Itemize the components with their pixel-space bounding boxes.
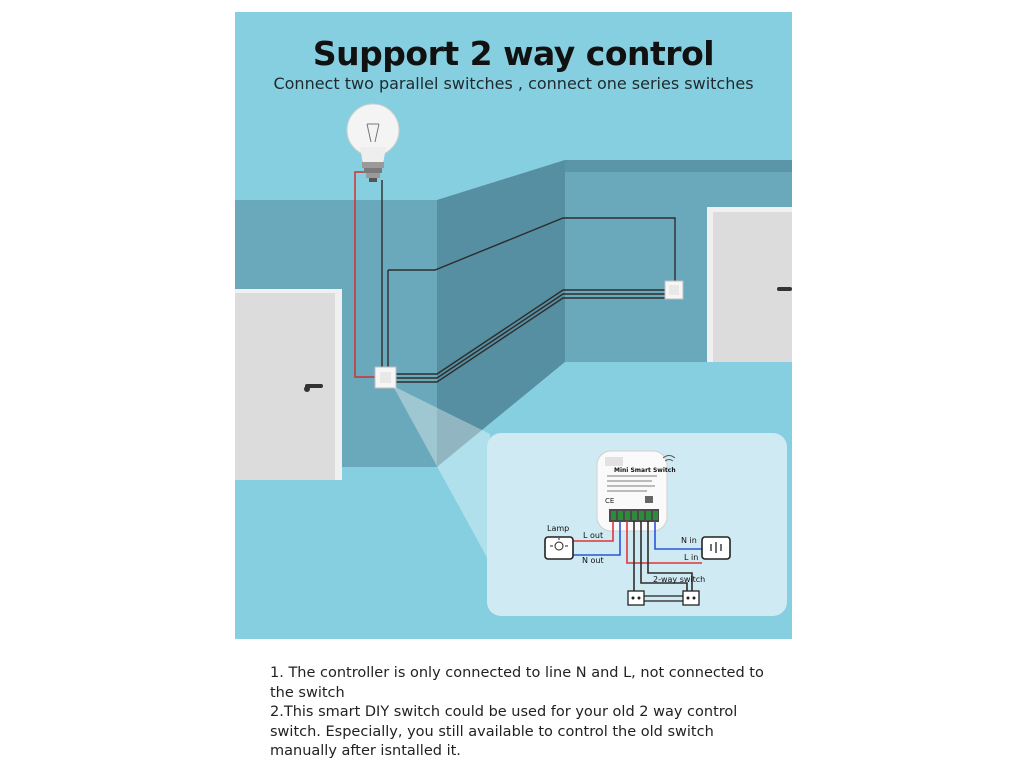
l-in-label: L in <box>684 553 699 562</box>
note-1: 1. The controller is only connected to line N and L, not connected to the switch <box>270 665 764 701</box>
right-door <box>707 207 792 362</box>
page-subtitle: Connect two parallel switches , connect one series switches <box>273 74 754 93</box>
illustration-panel <box>235 12 792 639</box>
power-source-icon <box>702 537 730 559</box>
left-door <box>235 289 342 480</box>
svg-text:CE: CE <box>605 497 615 505</box>
l-out-label: L out <box>583 531 604 540</box>
lamp-icon <box>545 537 573 559</box>
light-bulb-icon <box>347 104 399 182</box>
note-2: 2.This smart DIY switch could be used for your old 2 way control switch. Especially, you still available to control the old switch manually after isntalled it. <box>270 704 738 759</box>
notes <box>270 664 770 762</box>
wiring-inset <box>487 433 787 616</box>
two-way-switch-label: 2-way switch <box>653 575 706 584</box>
module-name: Mini Smart Switch <box>614 467 676 474</box>
wiring-diagram <box>487 433 787 616</box>
two-way-switch-icons <box>628 591 699 605</box>
n-in-label: N in <box>681 536 697 545</box>
smart-switch-module <box>597 451 675 531</box>
wall-switch-left <box>375 367 396 388</box>
n-out-label: N out <box>582 556 604 565</box>
page-title: Support 2 way control <box>312 34 715 73</box>
wall-switch-right <box>665 281 683 299</box>
lamp-label: Lamp <box>547 524 570 533</box>
